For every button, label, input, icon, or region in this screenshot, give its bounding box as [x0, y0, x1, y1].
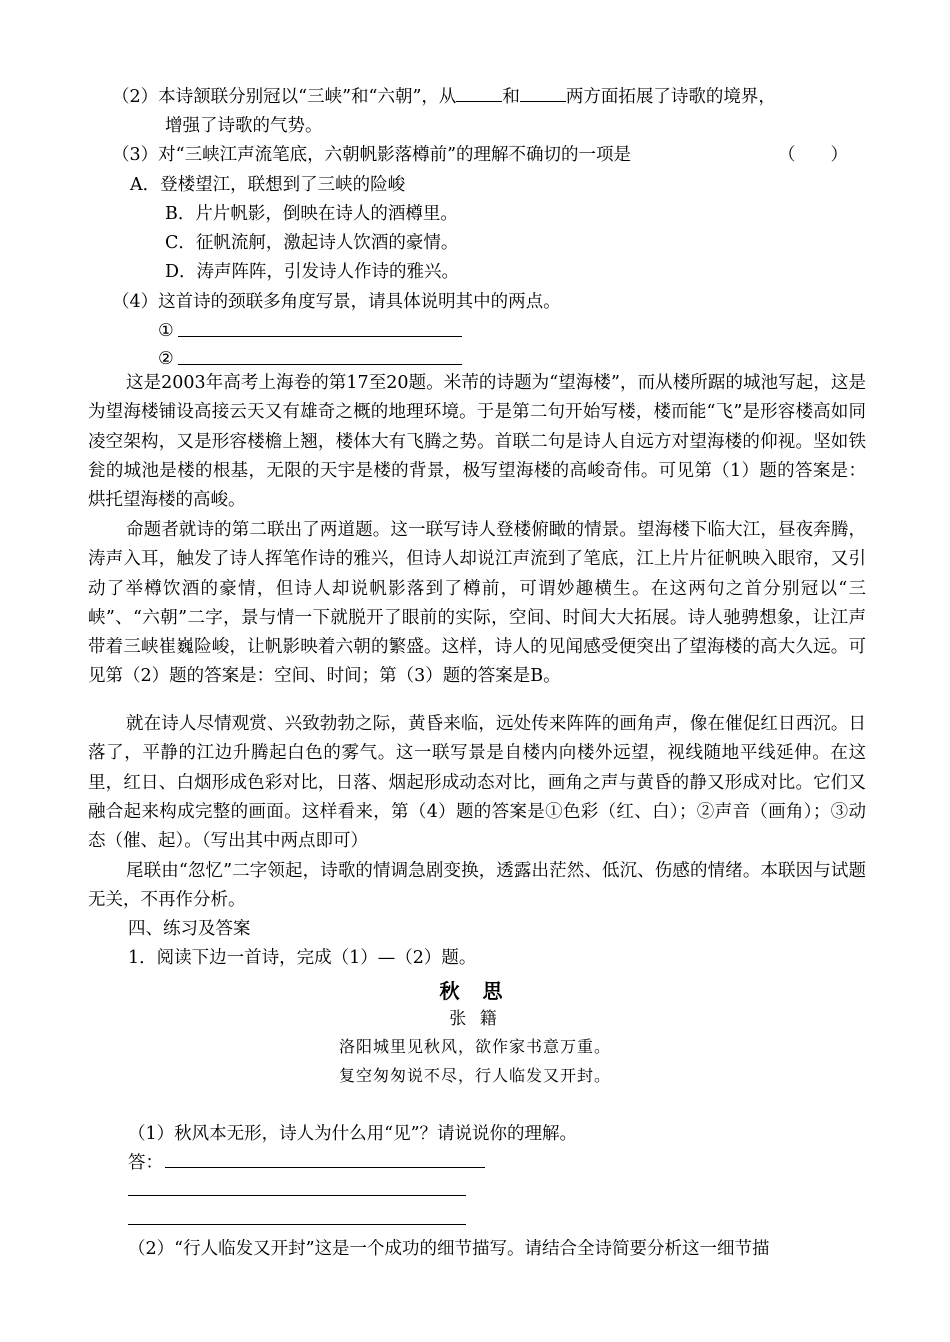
answer-line-2[interactable] [178, 364, 462, 365]
option-b: B．片片帆影，倒映在诗人的酒樽里。 [165, 204, 458, 224]
answer-line-1[interactable] [178, 336, 462, 337]
answer-blank[interactable] [456, 84, 502, 102]
sub-question-1: （1）秋风本无形，诗人为什么用“见”？请说说你的理解。 [128, 1124, 578, 1144]
analysis-paragraph-1: 这是2003年高考上海卷的第17至20题。米芾的诗题为“望海楼”，而从楼所踞的城池写起，这是为望海楼铺设高接云天又有雄奇之概的地理环境。于是第二句开始写楼，楼而能“飞”是形容楼高如同凌空架构，又是形容楼檐上翘，楼体大有飞腾之势。首联二句是诗人自远方对望海楼的仰视。坚如铁瓮的城池是楼的根基，无限的天宇是楼的背景，极写望海楼的高峻奇伟。可见第（1）题的答案是：烘托望海楼的高峻。 [88, 373, 866, 511]
answer-label: 答： [128, 1153, 163, 1173]
option-c: C．征帆流舸，激起诗人饮酒的豪情。 [165, 233, 459, 253]
exercise-1-prompt: 1．阅读下边一首诗，完成（1）—（2）题。 [128, 948, 477, 968]
answer-line-3[interactable] [128, 1224, 466, 1225]
question-2-line-2: 增强了诗歌的气势。 [165, 116, 323, 136]
poem-title: 秋 思 [439, 979, 511, 1003]
poem-author: 张 籍 [449, 1009, 501, 1029]
question-2-text: （2）本诗颔联分别冠以“三峡”和“六朝”，从 [112, 87, 457, 107]
poem-line-1: 洛阳城里见秋风，欲作家书意万重。 [338, 1037, 611, 1056]
analysis-paragraph-3: 就在诗人尽情观赏、兴致勃勃之际，黄昏来临，远处传来阵阵的画角声，像在催促红日西沉。日落了，平静的江边升腾起白色的雾气。这一联写景是自楼内向楼外远望，视线随地平线延伸。在这里，红日、白烟形成色彩对比，日落、烟起形成动态对比，画角之声与黄昏的静又形成对比。它们又融合起来构成完整的画面。这样看来，第（4）题的答案是①色彩（红、白）；②声音（画角）；③动态（催、起）。（写出其中两点即可） [88, 714, 866, 852]
question-4-stem: （4）这首诗的颈联多角度写景，请具体说明其中的两点。 [112, 292, 561, 312]
question-2-line-1: （2）本诗颔联分别冠以“三峡”和“六朝”，从 和 两方面拓展了诗歌的境界， [112, 84, 776, 109]
sub-question-2: （2）“行人临发又开封”这是一个成功的细节描写。请结合全诗简要分析这一细节描 [128, 1239, 770, 1259]
answer-mark-1: ① [158, 321, 174, 341]
option-d: D．涛声阵阵，引发诗人作诗的雅兴。 [165, 262, 460, 282]
answer-parentheses[interactable]: （ ） [778, 145, 848, 165]
section-heading: 四、练习及答案 [128, 919, 251, 939]
answer-blank[interactable] [520, 84, 566, 102]
analysis-paragraph-2: 命题者就诗的第二联出了两道题。这一联写诗人登楼俯瞰的情景。望海楼下临大江，昼夜奔腾，涛声入耳，触发了诗人挥笔作诗的雅兴，但诗人却说江声流到了笔底，江上片片征帆映入眼帘，又引动了举樽饮酒的豪情，但诗人却说帆影落到了樽前，可谓妙趣横生。在这两句之首分别冠以“三峡”、“六朝”二字，景与情一下就脱开了眼前的实际，空间、时间大大拓展。诗人驰骋想象，让江声带着三峡崔巍险峻，让帆影映着六朝的繁盛。这样，诗人的见闻感受便突出了望海楼的高大久远。可见第（2）题的答案是：空间、时间；第（3）题的答案是B。 [88, 520, 866, 687]
answer-mark-2: ② [158, 349, 174, 369]
analysis-paragraph-4: 尾联由“忽忆”二字领起，诗歌的情调急剧变换，透露出茫然、低沉、伤感的情绪。本联因与试题无关，不再作分析。 [88, 861, 866, 911]
option-a: A．登楼望江，联想到了三峡的险峻 [130, 175, 406, 195]
answer-line-2[interactable] [128, 1195, 466, 1196]
answer-line-1[interactable] [165, 1167, 485, 1168]
question-3-stem: （3）对“三峡江声流笔底，六朝帆影落樽前”的理解不确切的一项是 [112, 145, 632, 165]
poem-line-2: 复空匆匆说不尽，行人临发又开封。 [338, 1066, 611, 1085]
